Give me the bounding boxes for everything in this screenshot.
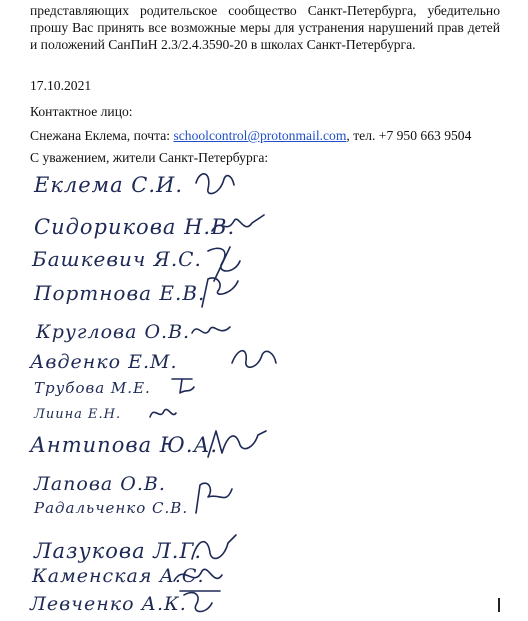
contact-phone: , тел. +7 950 663 9504	[346, 128, 472, 143]
signature-name: Радальченко С.В.	[34, 499, 189, 517]
signature-name: Лапова О.В.	[34, 473, 166, 495]
signature-mark	[196, 273, 244, 313]
text-cursor	[498, 598, 500, 612]
signature-name: Авденко Е.М.	[30, 351, 178, 373]
letter-paragraph: представляющих родительское сообщество Санкт-Петербурга, убедительно прошу Вас принять все возможные меры для устранения нарушений прав детей и положений СанПиН 2.3/2.4.3590-20 в школах Санкт-Петербурга.	[30, 3, 500, 52]
signature-name: Круглова О.В.	[36, 321, 191, 343]
contact-line	[30, 128, 471, 144]
contact-name: Снежана Еклема, почта:	[30, 128, 174, 143]
signature-mark	[208, 209, 268, 245]
signature-mark	[168, 371, 198, 397]
signature-name: Башкевич Я.С.	[32, 247, 202, 271]
signature-name: Еклема С.И.	[34, 173, 184, 197]
signature-name: Антипова Ю.А.	[30, 433, 219, 457]
signature-mark	[204, 423, 270, 465]
signature-mark	[190, 165, 240, 201]
signature-list	[0, 165, 528, 621]
signature-name: Сидорикова Н.В.	[34, 215, 236, 239]
signature-name: Портнова Е.В.	[34, 281, 206, 305]
signature-name: Лазукова Л.Г.	[34, 539, 203, 563]
signature-mark	[146, 401, 178, 425]
contact-email-link[interactable]: schoolcontrol@protonmail.com	[173, 128, 347, 143]
letter-date: 17.10.2021	[30, 78, 92, 93]
signature-name: Трубова М.Е.	[34, 379, 151, 397]
signature-name: Каменская А.С.	[32, 565, 205, 587]
signature-name: Левченко А.К.	[30, 593, 187, 615]
signature-mark	[228, 341, 280, 375]
signature-name: Лиина Е.Н.	[34, 407, 122, 422]
closing-line: С уважением, жители Санкт-Петербурга:	[30, 150, 269, 165]
signature-mark	[178, 585, 218, 619]
contact-label: Контактное лицо:	[30, 104, 133, 119]
signature-mark	[190, 477, 238, 521]
